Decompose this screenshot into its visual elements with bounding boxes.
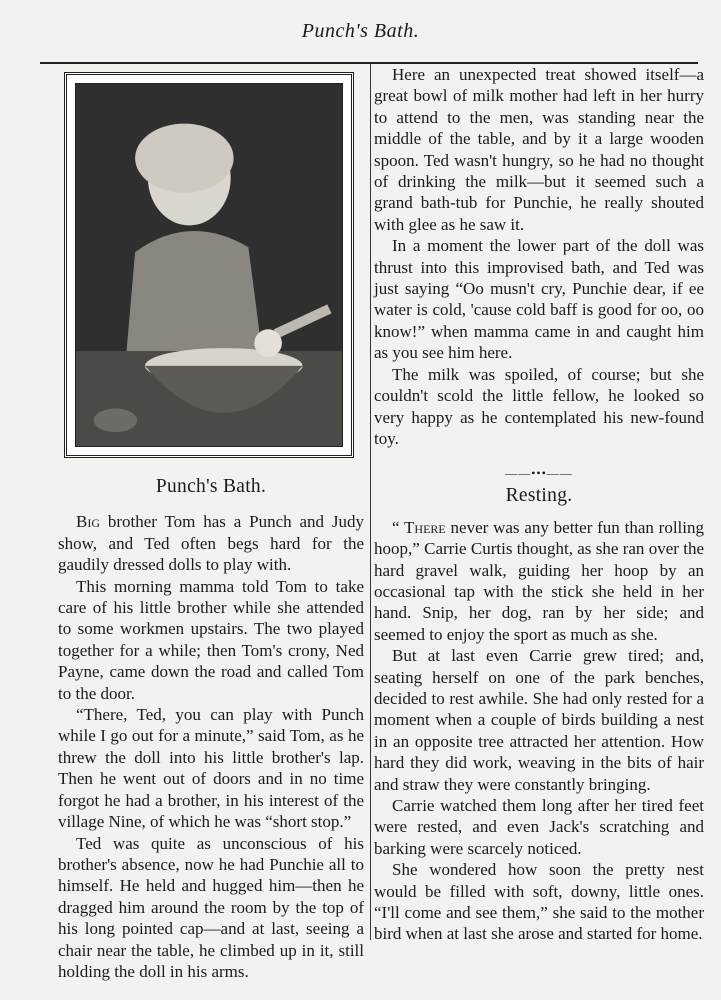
paragraph: “There, Ted, you can play with Punch while I go out for a minute,” said Tom, as he threw the doll into his little brother's lap. Then he went out of doors and in no time forgot he had a brother, in his interest of the village Nine, of which he was “short stop.” [58,705,364,832]
paragraph-text: never was any better fun than rolling hoop,” Carrie Curtis thought, as she ran over the hard gravel walk, guiding her hoop by an occasional tap with the stick she held in her hand. Snip, her dog, ran by her side; and seemed to enjoy the sport as much as she. [374,517,704,644]
section-ornament: ——•••—— [505,466,573,481]
paragraph: In a moment the lower part of the doll was thrust into this improvised bath, and Ted was just saying “Oo musn't cry, Punchie dear, if ee water is cold, 'cause cold baff is good for oo, oo know!” when mamma came in and caught him as you see him here. [374,236,704,363]
illustration-frame [64,72,354,458]
column-divider [370,64,371,940]
lead-word: Big [76,512,101,532]
paragraph: The milk was spoiled, of course; but she couldn't scold the little fellow, he looked so very happy as he contemplated his new-found toy. [374,364,704,448]
paragraph [374,517,704,645]
paragraph: She wondered how soon the pretty nest would be filled with soft, downy, little ones. “I'll come and see them,” she said to the mother bird when at last she arose and started for home. [374,860,704,944]
right-column [374,64,704,945]
paragraph: Ted was quite as unconscious of his brother's absence, now he had Punchie all to himself. He held and hugged him—then he dragged him around the room by the top of his long pointed cap—and at last, seeing a chair near the table, he climbed up in it, still holding the doll in his arms. [58,833,364,981]
paragraph: Here an unexpected treat showed itself—a great bowl of milk mother had left in her hurry to attend to the men, was standing near the middle of the table, and by it a large wooden spoon. Ted wasn't hungry, so he had no thought of drinking the milk—but it seemed such a grand bath-tub for Punchie, he really shouted with glee as he saw it. [374,65,704,234]
engraving-illustration [75,83,343,447]
running-head: Punch's Bath. [301,20,420,42]
lead-word: “ There [392,517,446,537]
paragraph [58,511,364,575]
child-with-bowl-image [76,84,342,446]
left-column [58,64,364,982]
paragraph: But at last even Carrie grew tired; and, seating herself on one of the park benches, decided to rest awhile. She had only rested for a moment when a couple of birds building a nest in an opposite tree attracted her attention. How hard they did work, weaving in the bits of hair and straw they were constantly bringing. [374,646,704,794]
illustration-title: Punch's Bath. [155,476,267,497]
section-title: Resting. [505,485,573,507]
paragraph: This morning mamma told Tom to take care of his little brother while she attended to some workmen upstairs. The two played together for a while; then Tom's crony, Ned Payne, came down the road and called Tom to the door. [58,576,364,703]
paragraph: Carrie watched them long after her tired feet were rested, and even Jack's scratching and barking were scarcely noticed. [374,796,704,858]
paragraph-text: brother Tom has a Punch and Judy show, and Ted often begs hard for the gaudily dressed dolls to play with. [58,512,364,575]
